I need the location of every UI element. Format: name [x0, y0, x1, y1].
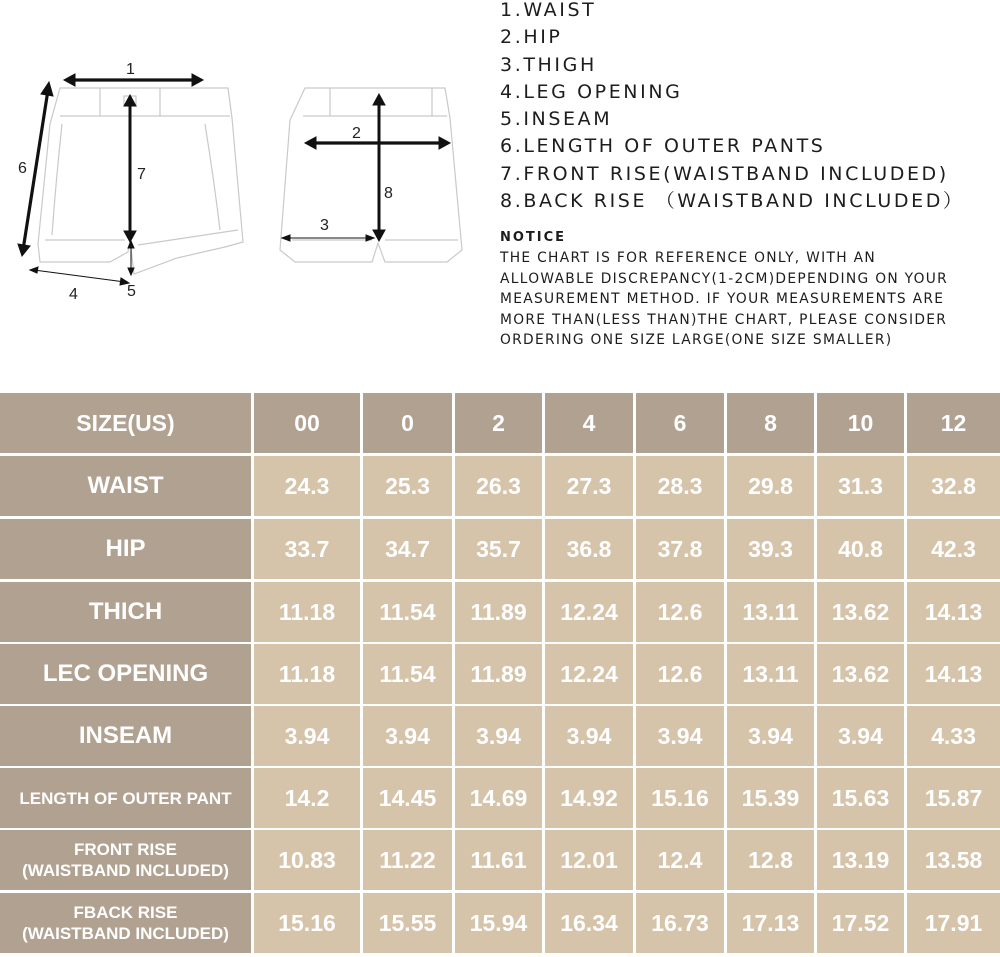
row-label: [0, 768, 251, 828]
measurement-value: 12.6: [636, 644, 724, 704]
measurement-value: 28.3: [636, 456, 724, 516]
notice-line: ALLOWABLE DISCREPANCY(1-2CM)DEPENDING ON YOUR: [500, 270, 949, 287]
measurement-value: 3.94: [636, 706, 724, 766]
measurement-value: 35.7: [455, 519, 542, 579]
measurement-value: 25.3: [363, 456, 452, 516]
label-leg-opening-number: 4: [69, 286, 78, 303]
measurement-value: 12.6: [636, 582, 724, 642]
size-column-header: 00: [254, 393, 360, 453]
size-column-header: 4: [545, 393, 633, 453]
legend-item-inseam: 5.INSEAM: [500, 108, 613, 131]
legend-item-front-rise: 7.FRONT RISE(WAISTBAND INCLUDED): [500, 162, 949, 185]
measurement-value: 12.24: [545, 582, 633, 642]
row-label: [0, 706, 251, 766]
measurement-value: 15.63: [817, 768, 904, 828]
measurement-value: 36.8: [545, 519, 633, 579]
label-front-rise-number: 7: [137, 166, 146, 183]
measurement-value: 4.33: [907, 706, 1000, 766]
measurement-value: 37.8: [636, 519, 724, 579]
measurement-value: 12.4: [636, 830, 724, 890]
measurement-value: 17.91: [907, 893, 1000, 953]
table-row: [0, 830, 1000, 890]
notice-line: MEASUREMENT METHOD. IF YOUR MEASUREMENTS ARE: [500, 291, 945, 308]
measurement-value: 12.8: [727, 830, 814, 890]
row-label-line: THICH: [88, 598, 163, 625]
measurement-value: 15.55: [363, 893, 452, 953]
measurement-value: 17.52: [817, 893, 904, 953]
measurement-value: 13.19: [817, 830, 904, 890]
row-label: [0, 830, 251, 890]
label-length-number: 6: [18, 160, 27, 177]
legend-item-hip: 2.HIP: [500, 26, 563, 49]
measurement-value: 15.16: [636, 768, 724, 828]
size-column-header: 12: [907, 393, 1000, 453]
measurement-value: 15.87: [907, 768, 1000, 828]
measurement-value: 29.8: [727, 456, 814, 516]
row-label-line: FBACK RISE: [73, 903, 178, 922]
measurement-value: 14.2: [254, 768, 360, 828]
measurement-value: 3.94: [545, 706, 633, 766]
row-label-line: LENGTH OF OUTER PANT: [19, 788, 232, 808]
measurement-value: 14.69: [455, 768, 542, 828]
measurement-value: 15.39: [727, 768, 814, 828]
shorts-measurement-diagram: [0, 0, 500, 340]
measurement-value: 31.3: [817, 456, 904, 516]
diagram-labels: [18, 61, 393, 303]
header-size-label: SIZE(US): [0, 393, 251, 453]
measurement-value: 15.16: [254, 893, 360, 953]
table-row: [0, 893, 1000, 953]
label-inseam-number: 5: [127, 283, 136, 300]
row-label-line: LEC OPENING: [42, 660, 209, 687]
measurement-value: 11.18: [254, 644, 360, 704]
measurement-value: 27.3: [545, 456, 633, 516]
size-column-header: 10: [817, 393, 904, 453]
legend-item-thigh: 3.THIGH: [500, 53, 597, 76]
table-row: [0, 768, 1000, 828]
notice-line: ORDERING ONE SIZE LARGE(ONE SIZE SMALLER): [500, 332, 893, 349]
top-section: [0, 0, 1000, 390]
notice-title: NOTICE: [500, 230, 567, 246]
measurement-value: 24.3: [254, 456, 360, 516]
measurement-value: 3.94: [727, 706, 814, 766]
measurement-value: 40.8: [817, 519, 904, 579]
size-chart-table: [0, 390, 1000, 957]
measurement-value: 14.92: [545, 768, 633, 828]
measurement-value: 3.94: [455, 706, 542, 766]
measurement-value: 3.94: [363, 706, 452, 766]
size-column-header: 8: [727, 393, 814, 453]
measurement-value: 14.45: [363, 768, 452, 828]
measurement-value: 11.54: [363, 644, 452, 704]
label-back-rise-number: 8: [384, 185, 393, 202]
measurement-value: 13.58: [907, 830, 1000, 890]
legend-item-back-rise: 8.BACK RISE （WAISTBAND INCLUDED）: [500, 190, 965, 213]
measurement-value: 13.11: [727, 582, 814, 642]
table-row: [0, 706, 1000, 766]
table-row: [0, 582, 1000, 642]
measurement-value: 42.3: [907, 519, 1000, 579]
measurement-value: 11.61: [455, 830, 542, 890]
row-label-line: HIP: [105, 535, 146, 562]
measurement-value: 26.3: [455, 456, 542, 516]
measurement-value: 14.13: [907, 644, 1000, 704]
row-label: [0, 644, 251, 704]
measurement-value: 16.73: [636, 893, 724, 953]
row-label: [0, 582, 251, 642]
measurement-value: 3.94: [817, 706, 904, 766]
measurement-value: 15.94: [455, 893, 542, 953]
measurement-value: 16.34: [545, 893, 633, 953]
size-column-header: 2: [455, 393, 542, 453]
measurement-value: 11.54: [363, 582, 452, 642]
size-column-header: 6: [636, 393, 724, 453]
row-label-line: WAIST: [87, 472, 164, 499]
measurement-value: 11.22: [363, 830, 452, 890]
measurement-value: 12.24: [545, 644, 633, 704]
measurement-value: 34.7: [363, 519, 452, 579]
table-header-row: [0, 393, 1000, 453]
row-label: [0, 519, 251, 579]
measurement-value: 33.7: [254, 519, 360, 579]
back-shorts-illustration: [280, 88, 462, 262]
row-label: [0, 456, 251, 516]
measurement-value: 39.3: [727, 519, 814, 579]
table-row: [0, 519, 1000, 579]
label-thigh-number: 3: [320, 217, 329, 234]
measurement-value: 14.13: [907, 582, 1000, 642]
label-waist-number: 1: [126, 61, 135, 78]
label-hip-number: 2: [352, 125, 361, 142]
measurement-value: 11.89: [455, 582, 542, 642]
measurement-value: 10.83: [254, 830, 360, 890]
notice-text: [500, 248, 1000, 351]
row-label-line: INSEAM: [78, 722, 173, 749]
measurement-value: 13.62: [817, 644, 904, 704]
row-label: [0, 893, 251, 953]
notice-line: MORE THAN(LESS THAN)THE CHART, PLEASE CONSIDER: [500, 311, 948, 328]
measurement-arrows: [18, 74, 450, 285]
size-column-header: 0: [363, 393, 452, 453]
measurement-legend: [500, 0, 1000, 351]
measurement-value: 12.01: [545, 830, 633, 890]
measurement-value: 17.13: [727, 893, 814, 953]
measurement-value: 3.94: [254, 706, 360, 766]
row-label-line: (WAISTBAND INCLUDED): [22, 924, 229, 943]
table-row: [0, 456, 1000, 516]
row-label-line: (WAISTBAND INCLUDED): [22, 861, 229, 880]
measurement-value: 11.18: [254, 582, 360, 642]
measurement-value: 32.8: [907, 456, 1000, 516]
row-label-line: FRONT RISE: [74, 840, 177, 859]
legend-item-waist: 1.WAIST: [500, 0, 597, 21]
notice-line: THE CHART IS FOR REFERENCE ONLY, WITH AN: [500, 250, 876, 267]
table-row: [0, 644, 1000, 704]
measurement-value: 13.62: [817, 582, 904, 642]
measurement-value: 11.89: [455, 644, 542, 704]
legend-item-leg-opening: 4.LEG OPENING: [500, 80, 683, 103]
legend-item-outer-length: 6.LENGTH OF OUTER PANTS: [500, 135, 826, 158]
measurement-value: 13.11: [727, 644, 814, 704]
